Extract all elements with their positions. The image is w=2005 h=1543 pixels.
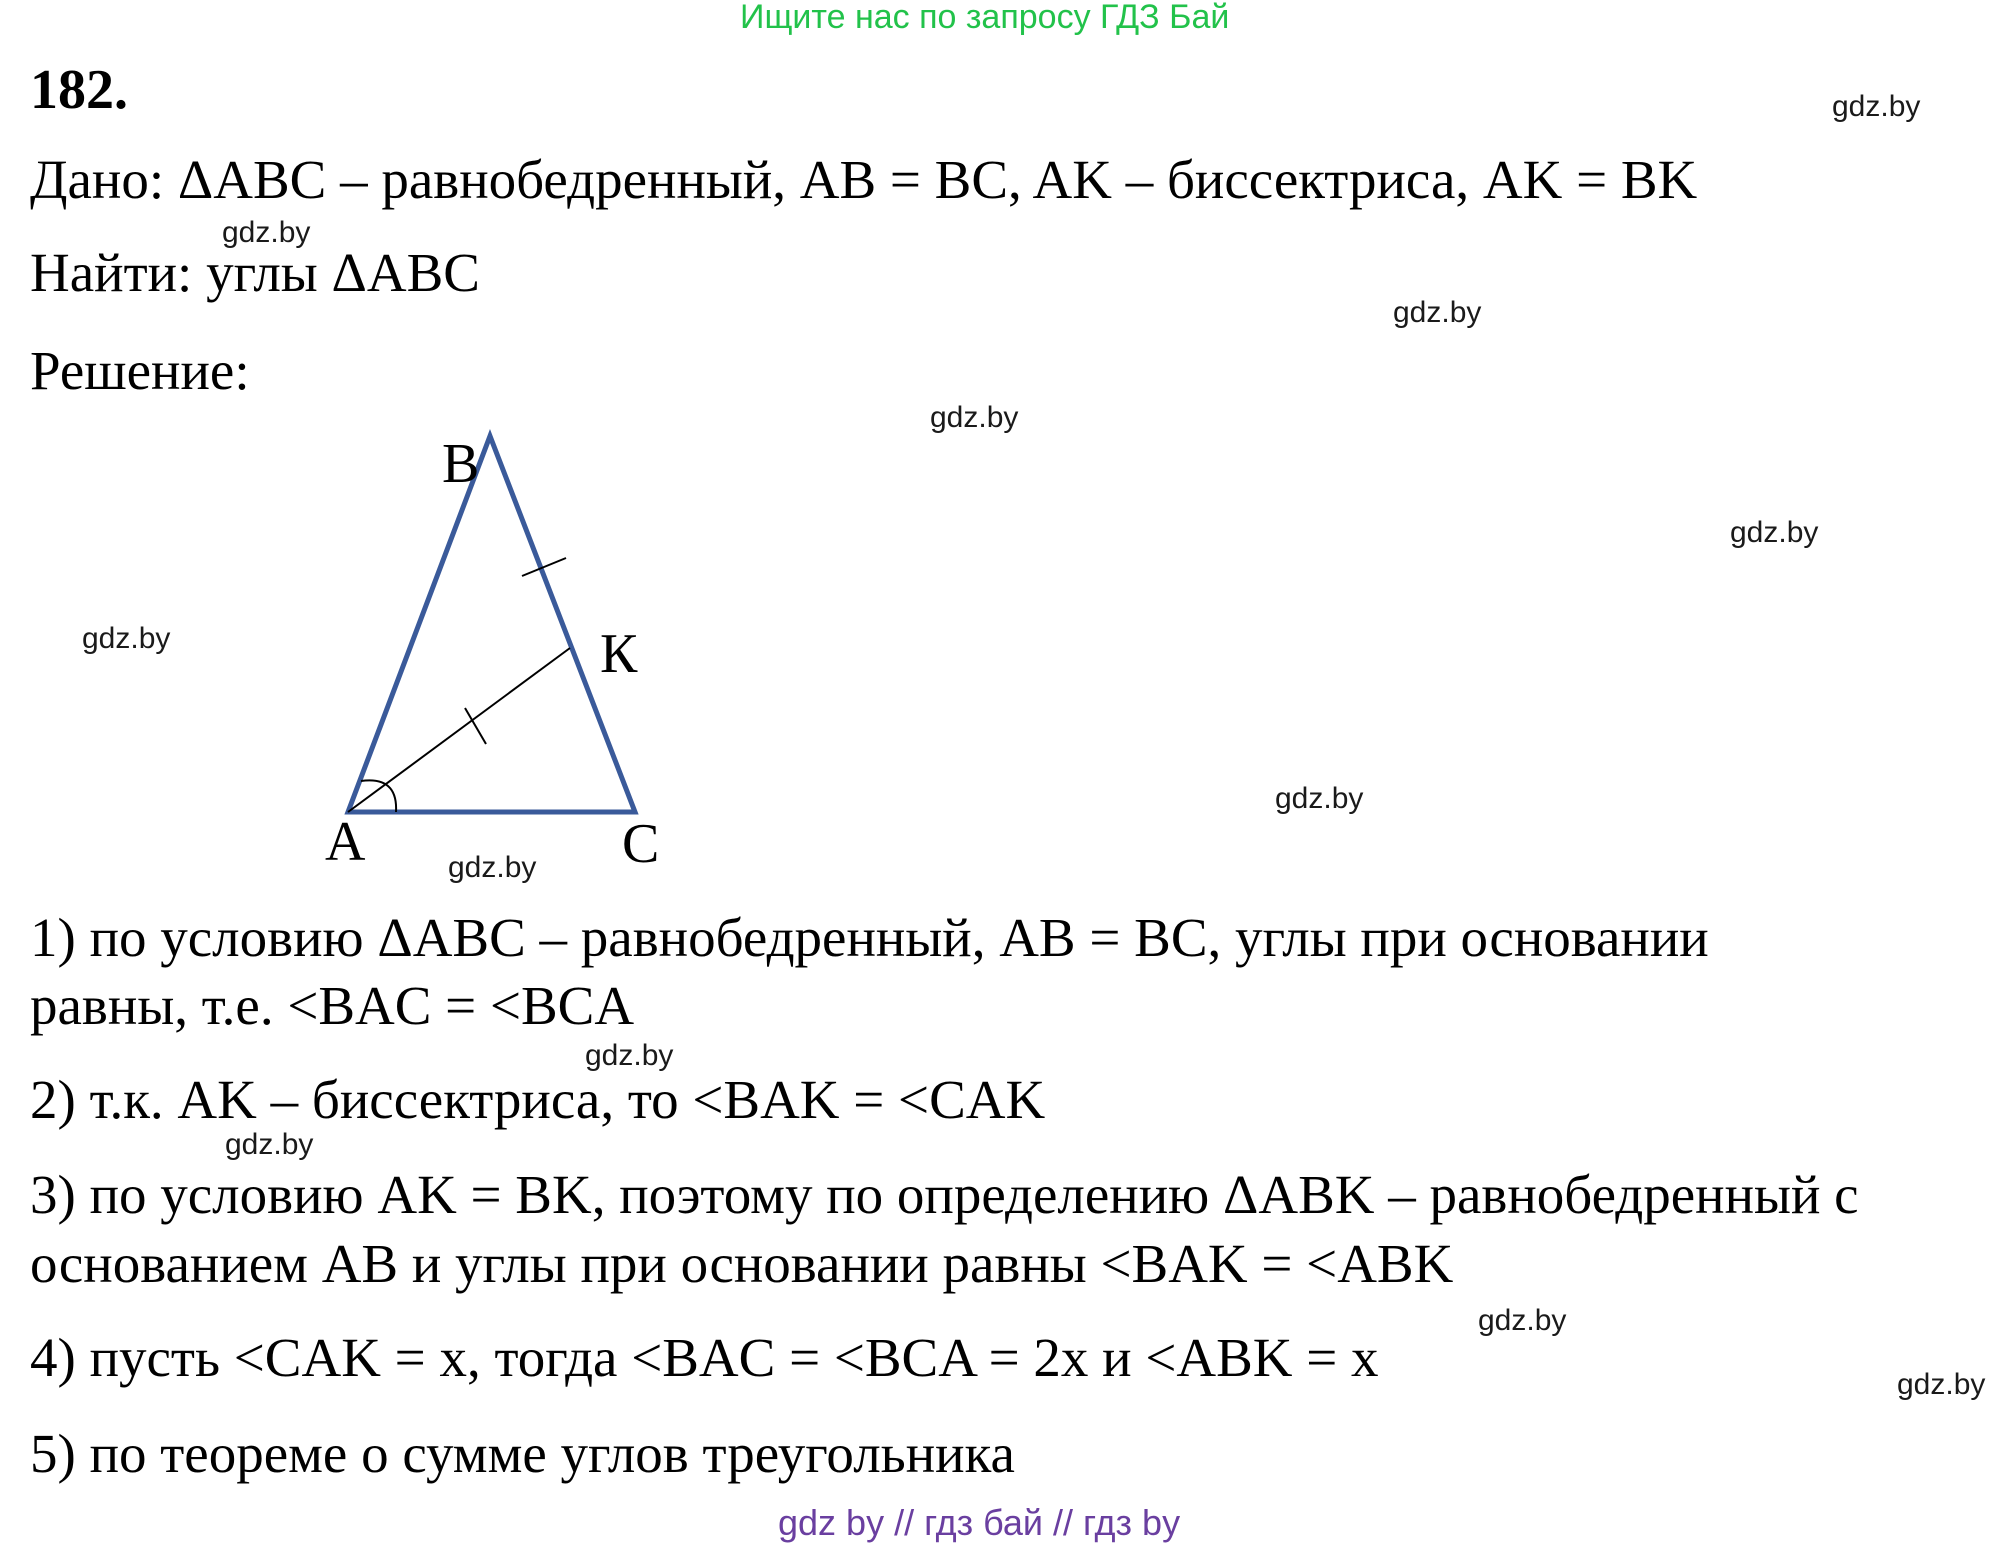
step-2: 2) т.к. AK – биссектриса, то <BAK = <CAK: [30, 1069, 1046, 1130]
given-line: Дано: ΔABC – равнобедренный, AB = BC, AK – биссектриса, AK = BK: [30, 149, 1698, 210]
watermark: gdz.by: [1832, 90, 1921, 123]
step-1-line-2: равны, т.е. <BAC = <BCA: [30, 975, 635, 1036]
watermark: gdz.by: [225, 1128, 314, 1161]
vertex-label-c: C: [622, 813, 660, 875]
footer-links: gdz by // гдз бай // гдз by: [778, 1502, 1181, 1543]
watermark: gdz.by: [1393, 296, 1482, 329]
step-1-line-1: 1) по условию ΔABC – равнобедренный, AB = BC, углы при основании: [30, 907, 1709, 968]
watermark: gdz.by: [448, 851, 537, 884]
triangle-abc: [348, 436, 635, 812]
watermark: gdz.by: [930, 401, 1019, 434]
top-banner: Ищите нас по запросу ГДЗ Бай: [740, 0, 1230, 36]
watermark: gdz.by: [1897, 1368, 1986, 1401]
watermark: gdz.by: [1478, 1304, 1567, 1337]
find-line: Найти: углы ΔABC: [30, 242, 480, 303]
step-3-line-2: основанием AB и углы при основании равны <BAK = <ABK: [30, 1233, 1454, 1294]
watermark: gdz.by: [1730, 516, 1819, 549]
watermark: gdz.by: [82, 622, 171, 655]
watermark: gdz.by: [1275, 782, 1364, 815]
solution-heading: Решение:: [30, 340, 250, 401]
angle-arc-a: [361, 780, 396, 812]
problem-number: 182.: [30, 59, 128, 121]
step-5: 5) по теореме о сумме углов треугольника: [30, 1423, 1015, 1484]
watermark: gdz.by: [585, 1039, 674, 1072]
vertex-label-a: A: [325, 811, 366, 873]
point-label-k: К: [600, 623, 638, 685]
vertex-label-b: B: [442, 433, 480, 495]
step-3-line-1: 3) по условию AK = BK, поэтому по определению ΔABK – равнобедренный с: [30, 1164, 1859, 1225]
watermark: gdz.by: [222, 216, 311, 249]
step-4: 4) пусть <CAK = x, тогда <BAC = <BCA = 2x и <ABK = x: [30, 1327, 1379, 1388]
